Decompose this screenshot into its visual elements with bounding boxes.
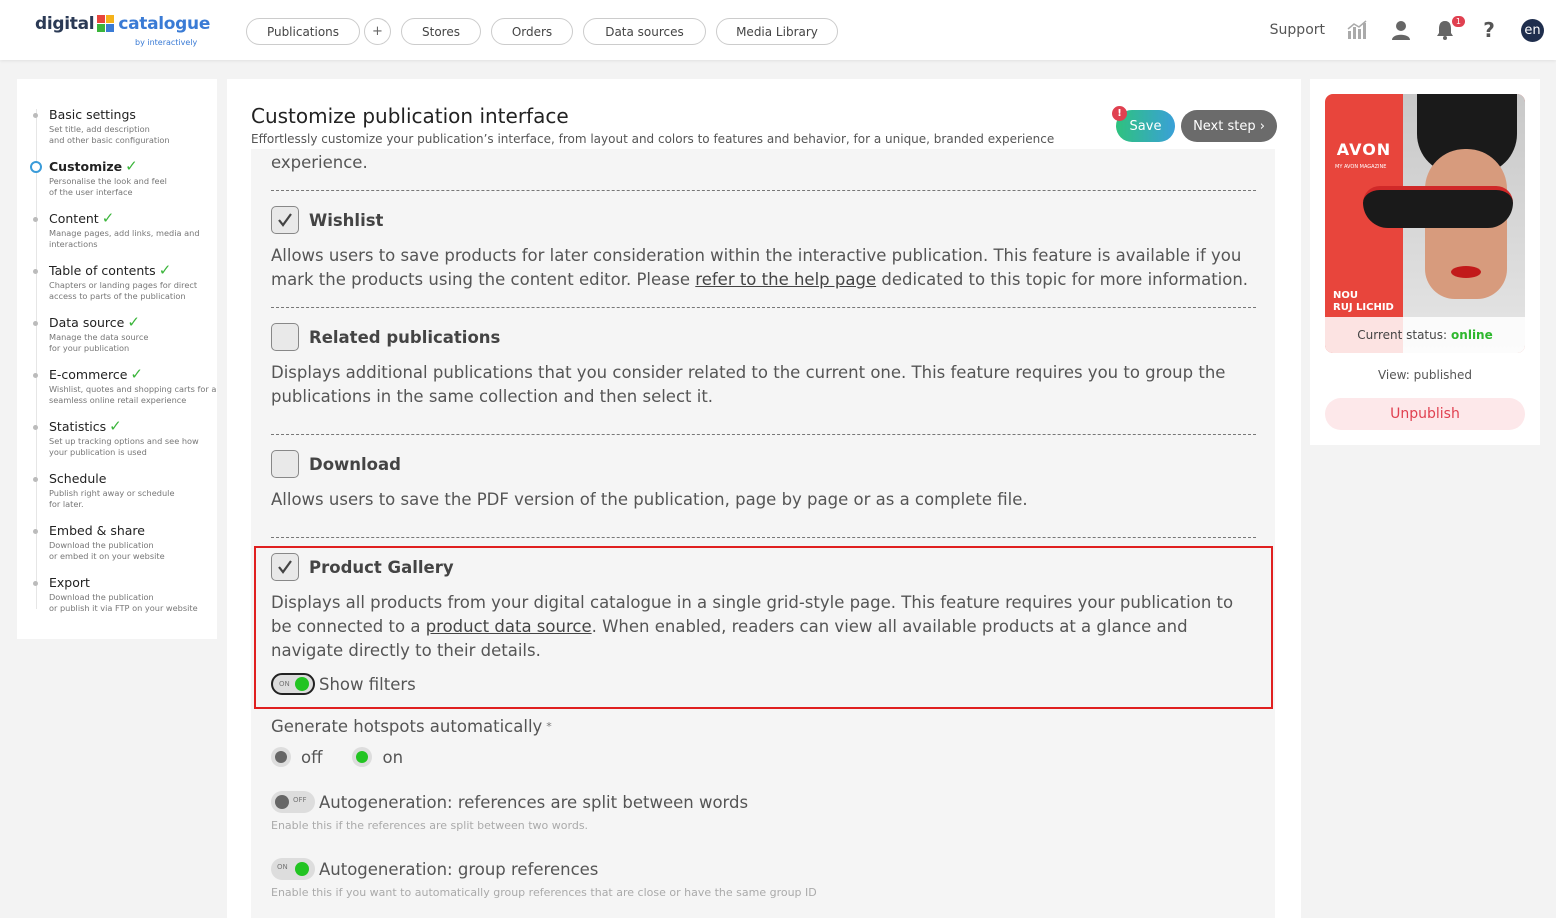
related-publications-option xyxy=(271,323,500,351)
group-references-row xyxy=(271,858,598,880)
nav-orders[interactable]: Orders xyxy=(491,18,573,45)
separator xyxy=(271,434,1256,435)
step-title-text: Statistics xyxy=(49,419,107,434)
step-title-text: Embed & share xyxy=(49,523,145,538)
wishlist-desc-text-end: dedicated to this topic for more information. xyxy=(876,270,1249,289)
gallery-desc-text-end: . When enabled, readers can view all available products at a glance and navigate directly to their details. xyxy=(271,617,1188,660)
step-description: Set up tracking options and see how your publication is used xyxy=(49,436,199,457)
step-title xyxy=(49,523,219,538)
logo-mark-icon xyxy=(97,15,115,33)
step-title-text: Export xyxy=(49,575,90,590)
hotspots-radio-group xyxy=(271,747,403,767)
separator xyxy=(271,537,1256,538)
cover-headline xyxy=(1333,290,1394,314)
step-item[interactable] xyxy=(49,263,219,302)
check-icon xyxy=(277,212,293,228)
hotspots-off-radio[interactable] xyxy=(271,747,291,767)
language-selector[interactable]: en xyxy=(1521,19,1544,42)
statistics-chart-icon[interactable] xyxy=(1345,18,1369,42)
top-bar xyxy=(0,0,1556,60)
cover-glasses xyxy=(1363,186,1513,228)
step-dot xyxy=(33,269,38,274)
product-gallery-checkbox[interactable] xyxy=(271,553,299,581)
top-right-tools xyxy=(1270,18,1544,42)
next-step-button[interactable]: Next step › xyxy=(1181,110,1277,142)
step-item[interactable] xyxy=(49,159,219,198)
group-references-hint: Enable this if you want to automatically group references that are close or have the same group ID xyxy=(271,886,817,899)
product-data-source-link[interactable]: product data source xyxy=(425,617,592,636)
download-title: Download xyxy=(309,454,401,474)
support-link[interactable]: Support xyxy=(1269,22,1325,38)
step-done-check-icon: ✓ xyxy=(130,365,143,383)
step-done-check-icon: ✓ xyxy=(109,417,122,435)
related-publications-description: Displays additional publications that you consider related to the current one. This feature requires you to group the publications in the same collection and then select it. xyxy=(271,363,1226,406)
step-dot xyxy=(33,477,38,482)
notifications-bell-icon[interactable] xyxy=(1433,17,1461,42)
step-description: Set title, add description and other basic configuration xyxy=(49,124,170,145)
download-description: Allows users to save the PDF version of the publication, page by page or as a complete file. xyxy=(271,490,1028,509)
current-step-indicator xyxy=(30,161,42,173)
status-value: online xyxy=(1451,328,1493,342)
toggle-state-label: ON xyxy=(277,863,288,871)
cover-magazine-name: MY AVON MAGAZINE xyxy=(1335,164,1387,170)
save-button[interactable]: Save xyxy=(1116,110,1175,142)
product-gallery-title: Product Gallery xyxy=(309,557,454,577)
step-description: Personalise the look and feel of the user interface xyxy=(49,176,167,197)
toggle-state-label: ON xyxy=(279,680,290,688)
toggle-knob xyxy=(295,862,309,876)
step-item[interactable] xyxy=(49,523,219,562)
cover-headline-line1: NOU xyxy=(1333,290,1358,301)
help-icon[interactable]: ? xyxy=(1483,18,1495,42)
logo-text-digital: digital xyxy=(35,14,95,34)
step-description: Download the publication or embed it on your website xyxy=(49,540,165,561)
download-checkbox[interactable] xyxy=(271,450,299,478)
step-dot xyxy=(33,321,38,326)
group-references-label: Autogeneration: group references xyxy=(319,859,599,879)
hotspots-label: Generate hotspots automatically xyxy=(271,717,543,736)
help-page-link[interactable]: refer to the help page xyxy=(695,270,877,289)
step-title xyxy=(49,367,219,382)
status-label: Current status: xyxy=(1357,328,1448,342)
step-description: Chapters or landing pages for direct access to parts of the publication xyxy=(49,280,198,301)
step-title xyxy=(49,263,219,278)
cover-lips xyxy=(1451,266,1481,278)
step-title-text: Customize xyxy=(49,159,123,174)
step-done-check-icon: ✓ xyxy=(125,157,138,175)
step-description: Manage pages, add links, media and interactions xyxy=(49,228,200,249)
step-dot xyxy=(33,217,38,222)
step-title xyxy=(49,575,219,590)
cover-headline-line2: RUJ LICHID xyxy=(1333,302,1394,313)
wishlist-desc-text: Allows users to save products for later consideration within the interactive publication. This feature is available if you mark the products using the content editor. Please xyxy=(271,246,1242,289)
steps-sidebar xyxy=(17,79,217,639)
step-done-check-icon: ✓ xyxy=(127,313,140,331)
nav-data-sources[interactable]: Data sources xyxy=(583,18,706,45)
nav-media-library[interactable]: Media Library xyxy=(716,18,838,45)
step-title-text: Data source xyxy=(49,315,125,330)
page-title: Customize publication interface xyxy=(251,104,569,128)
step-item[interactable] xyxy=(49,315,219,354)
group-references-toggle[interactable] xyxy=(271,858,315,880)
split-references-toggle[interactable] xyxy=(271,791,315,813)
step-title xyxy=(49,107,219,122)
show-filters-row xyxy=(271,673,416,695)
step-title xyxy=(49,471,219,486)
toggle-knob xyxy=(275,795,289,809)
hotspots-heading xyxy=(271,717,552,736)
logo[interactable] xyxy=(35,14,211,47)
main-panel xyxy=(227,79,1301,918)
step-title xyxy=(49,211,219,226)
step-item[interactable] xyxy=(49,575,219,614)
step-description: Wishlist, quotes and shopping carts for a seamless online retail experience xyxy=(49,384,217,405)
step-title xyxy=(49,315,219,330)
step-item[interactable] xyxy=(49,107,219,146)
step-title-text: Basic settings xyxy=(49,107,136,122)
step-dot xyxy=(33,373,38,378)
nav-publications[interactable]: Publications xyxy=(246,18,360,45)
step-title xyxy=(49,159,219,174)
notifications-count-badge: 1 xyxy=(1452,16,1465,27)
current-status xyxy=(1325,317,1525,353)
hotspots-on-radio[interactable] xyxy=(352,747,372,767)
unsaved-warning-badge: ! xyxy=(1112,106,1127,121)
step-dot xyxy=(33,113,38,118)
step-title-text: Content xyxy=(49,211,99,226)
previous-feature-text: experience. xyxy=(271,153,368,172)
wishlist-option xyxy=(271,206,383,234)
main-nav xyxy=(246,18,838,45)
view-status: View: published xyxy=(1377,368,1473,382)
step-dot xyxy=(33,425,38,430)
related-publications-checkbox[interactable] xyxy=(271,323,299,351)
show-filters-toggle[interactable] xyxy=(271,673,315,695)
step-title xyxy=(49,419,219,434)
separator xyxy=(271,190,1256,191)
split-references-label: Autogeneration: references are split between words xyxy=(319,792,749,812)
step-done-check-icon: ✓ xyxy=(158,261,172,279)
step-item[interactable] xyxy=(49,211,219,250)
step-dot xyxy=(33,581,38,586)
hotspots-off-label: off xyxy=(301,747,323,767)
page-subtitle: Effortlessly customize your publication’s interface, from layout and colors to features and behavior, for a unique, branded experience xyxy=(251,132,1055,146)
gallery-desc-text: Displays all products from your digital catalogue in a single grid-style page. This feature requires your publication to be connected to a xyxy=(271,593,1234,636)
required-asterisk: * xyxy=(546,720,552,733)
step-dot xyxy=(33,529,38,534)
step-done-check-icon: ✓ xyxy=(101,209,115,227)
steps-line xyxy=(36,109,37,609)
logo-subtitle: by interactively xyxy=(135,38,198,47)
nav-stores[interactable]: Stores xyxy=(401,18,481,45)
show-filters-label: Show filters xyxy=(319,674,416,694)
related-publications-title: Related publications xyxy=(309,327,501,347)
nav-add-publication-button[interactable]: + xyxy=(364,18,391,45)
step-description: Download the publication or publish it via FTP on your website xyxy=(49,592,198,613)
logo-text-catalogue: catalogue xyxy=(118,14,211,34)
step-title-text: Table of contents xyxy=(49,263,156,278)
settings-scroll-area[interactable] xyxy=(251,149,1275,918)
step-item[interactable] xyxy=(49,419,219,458)
product-gallery-option xyxy=(271,553,454,581)
separator xyxy=(271,307,1256,308)
publication-cover[interactable] xyxy=(1325,94,1525,353)
split-references-row xyxy=(271,791,748,813)
hotspots-on-label: on xyxy=(382,747,404,767)
step-description: Manage the data source for your publication xyxy=(49,332,149,353)
step-title-text: Schedule xyxy=(49,471,107,486)
download-option xyxy=(271,450,401,478)
step-item[interactable] xyxy=(49,367,219,406)
publication-status-card xyxy=(1310,79,1540,445)
unpublish-button[interactable]: Unpublish xyxy=(1325,398,1525,430)
step-description: Publish right away or schedule for later. xyxy=(49,488,175,509)
product-gallery-description xyxy=(271,591,1256,663)
wishlist-title: Wishlist xyxy=(309,210,384,230)
user-profile-icon[interactable] xyxy=(1389,18,1413,42)
check-icon xyxy=(277,559,293,575)
cover-brand-logo: AVON xyxy=(1325,134,1403,164)
toggle-state-label: OFF xyxy=(293,796,307,804)
split-references-hint: Enable this if the references are split between two words. xyxy=(271,819,589,832)
step-title-text: E-commerce xyxy=(49,367,128,382)
wishlist-checkbox[interactable] xyxy=(271,206,299,234)
wishlist-description xyxy=(271,244,1256,292)
step-item[interactable] xyxy=(49,471,219,510)
toggle-knob xyxy=(295,677,309,691)
